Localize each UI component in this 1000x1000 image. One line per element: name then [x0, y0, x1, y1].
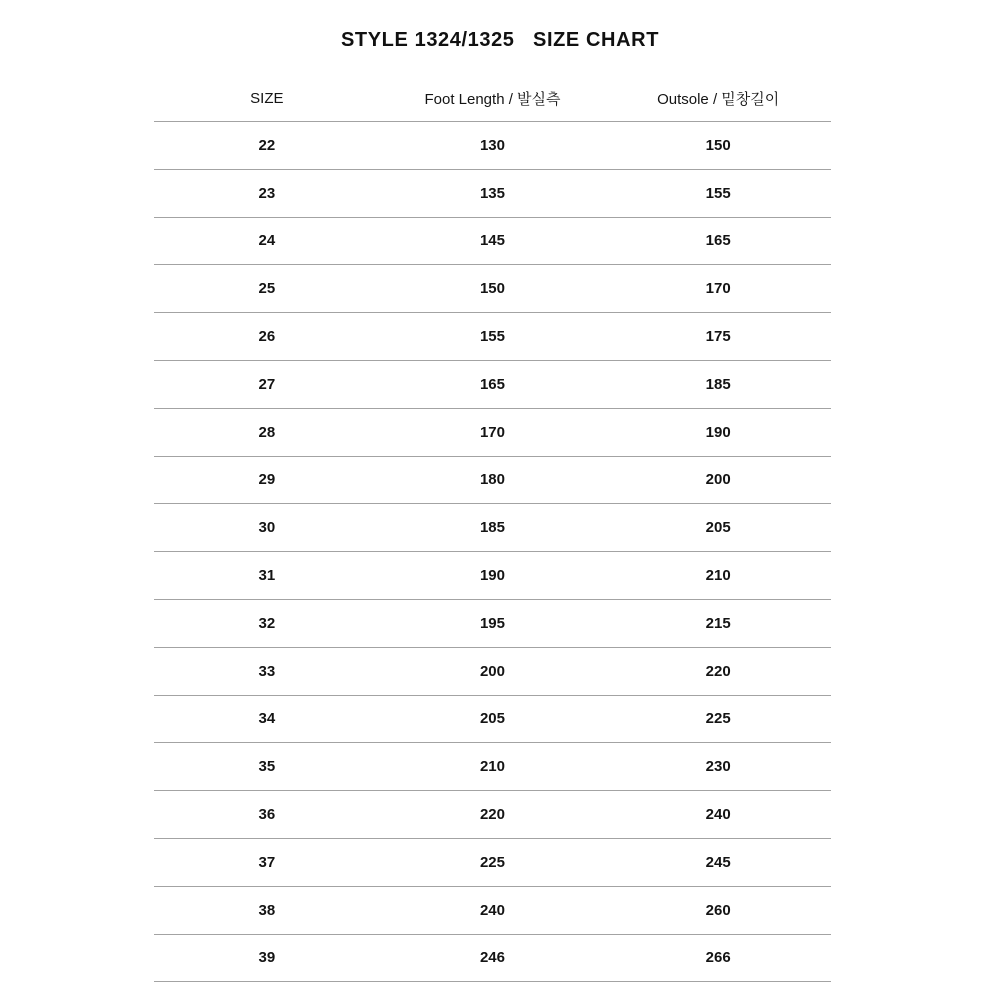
table-cell: 240: [479, 901, 505, 919]
table-row: [154, 791, 831, 839]
table-row: [154, 887, 831, 935]
table-cell: 165: [705, 232, 731, 250]
table-cell: 36: [258, 806, 276, 824]
table-cell: 31: [258, 567, 276, 585]
page-title: STYLE 1324/1325 SIZE CHART: [340, 29, 660, 51]
table-cell: 266: [705, 949, 731, 967]
table-cell: 155: [705, 184, 731, 202]
table-cell: 260: [705, 901, 731, 919]
table-header: [154, 76, 831, 122]
header-cell-size: SIZE: [250, 90, 284, 107]
table-row: [154, 265, 831, 313]
table-row: [154, 457, 831, 505]
table-cell: 225: [479, 853, 505, 871]
table-row: [154, 935, 831, 983]
table-cell: 170: [479, 423, 505, 441]
table-cell: 25: [258, 280, 276, 298]
table-row: [154, 648, 831, 696]
table-cell: 215: [705, 614, 731, 632]
table-cell: 200: [705, 471, 731, 489]
table-cell: 130: [479, 136, 505, 154]
table-cell: 27: [258, 375, 276, 393]
table-cell: 23: [258, 184, 276, 202]
table-row: [154, 313, 831, 361]
table-row: [154, 743, 831, 791]
table-cell: 35: [258, 758, 276, 776]
table-cell: 145: [479, 232, 505, 250]
table-cell: 26: [258, 328, 276, 346]
table-cell: 220: [479, 806, 505, 824]
size-table: [154, 76, 831, 982]
table-row: [154, 361, 831, 409]
table-cell: 220: [705, 662, 731, 680]
table-cell: 185: [479, 519, 505, 537]
table-cell: 150: [479, 280, 505, 298]
table-cell: 37: [258, 853, 276, 871]
table-body: [154, 122, 831, 982]
table-cell: 150: [705, 136, 731, 154]
table-row: [154, 696, 831, 744]
table-cell: 185: [705, 375, 731, 393]
table-cell: 175: [705, 328, 731, 346]
table-cell: 39: [258, 949, 276, 967]
table-row: [154, 600, 831, 648]
table-cell: 190: [705, 423, 731, 441]
table-row: [154, 122, 831, 170]
table-cell: 210: [705, 567, 731, 585]
table-row: [154, 552, 831, 600]
table-cell: 22: [258, 136, 276, 154]
table-cell: 24: [258, 232, 276, 250]
table-cell: 200: [479, 662, 505, 680]
table-cell: 155: [479, 328, 505, 346]
table-cell: 29: [258, 471, 276, 489]
table-row: [154, 218, 831, 266]
table-row: [154, 839, 831, 887]
table-row: [154, 409, 831, 457]
table-cell: 195: [479, 614, 505, 632]
table-cell: 225: [705, 710, 731, 728]
table-cell: 230: [705, 758, 731, 776]
table-cell: 205: [479, 710, 505, 728]
table-cell: 245: [705, 853, 731, 871]
header-cell-foot-length: Foot Length / 발실측: [424, 91, 561, 108]
table-cell: 33: [258, 662, 276, 680]
table-cell: 205: [705, 519, 731, 537]
table-cell: 170: [705, 280, 731, 298]
table-cell: 165: [479, 375, 505, 393]
table-cell: 210: [479, 758, 505, 776]
table-cell: 135: [479, 184, 505, 202]
table-cell: 28: [258, 423, 276, 441]
table-cell: 32: [258, 614, 276, 632]
table-cell: 180: [479, 471, 505, 489]
table-cell: 240: [705, 806, 731, 824]
table-cell: 246: [479, 949, 505, 967]
table-cell: 190: [479, 567, 505, 585]
table-cell: 38: [258, 901, 276, 919]
table-row: [154, 504, 831, 552]
table-cell: 30: [258, 519, 276, 537]
table-row: [154, 170, 831, 218]
header-cell-outsole: Outsole / 밑창길이: [657, 91, 780, 108]
table-cell: 34: [258, 710, 276, 728]
